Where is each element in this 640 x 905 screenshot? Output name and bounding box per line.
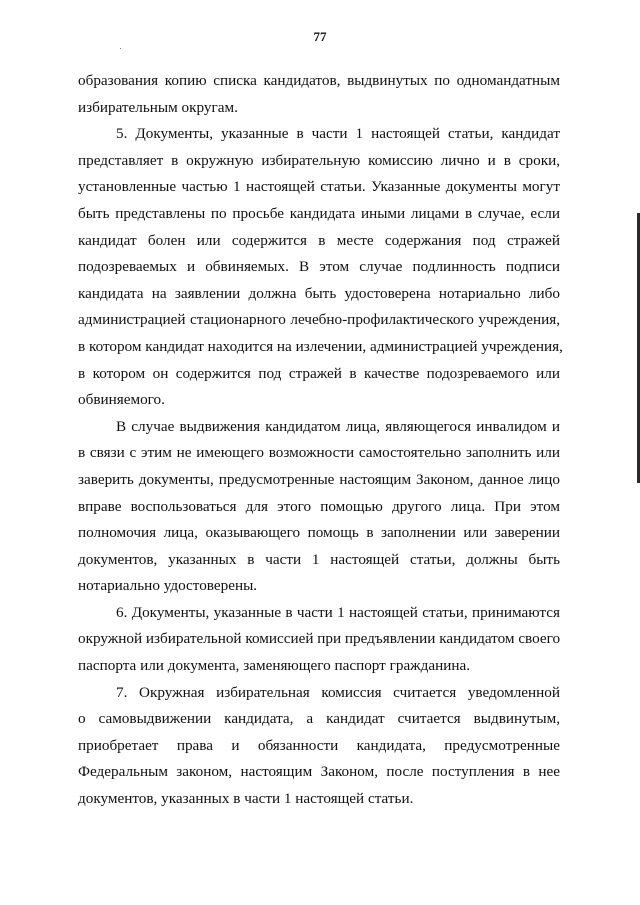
page-number: 77: [313, 29, 327, 44]
text-line: приобретает права и обязанности кандидата, предусмотренные: [78, 736, 560, 754]
text-line: заверить документы, предусмотренные настоящим Законом, данное лицо: [78, 470, 560, 488]
text-line: представляет в окружную избирательную комиссию лично и в сроки,: [78, 151, 560, 169]
text-line: 5. Документы, указанные в части 1 настоящей статьи, кандидат: [116, 125, 560, 143]
text-line: подозреваемых и обвиняемых. В этом случае подлинность подписи: [78, 258, 560, 276]
text-line: окружной избирательной комиссией при предъявлении кандидатом своего: [78, 630, 561, 648]
document-body: [78, 68, 563, 813]
scan-speck: [120, 48, 121, 49]
text-line: паспорта или документа, заменяющего паспорт гражданина.: [78, 657, 471, 675]
text-line: в котором он содержится под стражей в качестве подозреваемого или: [78, 364, 560, 382]
text-line: о самовыдвижении кандидата, а кандидат считается выдвинутым,: [78, 710, 560, 728]
text-line: в котором кандидат находится на излечении, администрацией учреждения,: [78, 337, 563, 355]
text-line: 7. Окружная избирательная комиссия считается уведомленной: [116, 683, 560, 701]
text-line: Федеральным законом, настоящим Законом, после поступления в нее: [78, 763, 560, 781]
text-line: В случае выдвижения кандидатом лица, являющегося инвалидом и: [116, 417, 560, 435]
text-line: кандидат болен или содержится в месте содержания под стражей: [78, 231, 560, 249]
text-line: в связи с этим не имеющего возможности самостоятельно заполнить или: [78, 444, 560, 462]
text-line: образования копию списка кандидатов, выдвинутых по одномандатным: [78, 72, 560, 89]
text-line: документов, указанных в части 1 настоящей статьи.: [78, 790, 414, 808]
text-line: избирательным округам.: [78, 98, 238, 116]
text-line: обвиняемого.: [78, 391, 165, 409]
text-line: установленные частью 1 настоящей статьи. Указанные документы могут: [78, 178, 560, 196]
text-line: документов, указанных в части 1 настоящей статьи, должны быть: [78, 550, 560, 568]
text-line: 6. Документы, указанные в части 1 настоящей статьи, принимаются: [116, 603, 560, 621]
text-line: полномочия лица, оказывающего помощь в заполнении или заверении: [78, 524, 560, 542]
text-line: нотариально удостоверены.: [78, 577, 258, 595]
text-line: вправе воспользоваться для этого помощью другого лица. При этом: [78, 497, 560, 515]
text-line: администрацией стационарного лечебно-профилактического учреждения,: [78, 311, 560, 329]
text-line: кандидата на заявлении должна быть удостоверена нотариально либо: [78, 284, 560, 302]
text-line: быть представлены по просьбе кандидата иными лицами в случае, если: [78, 204, 560, 222]
